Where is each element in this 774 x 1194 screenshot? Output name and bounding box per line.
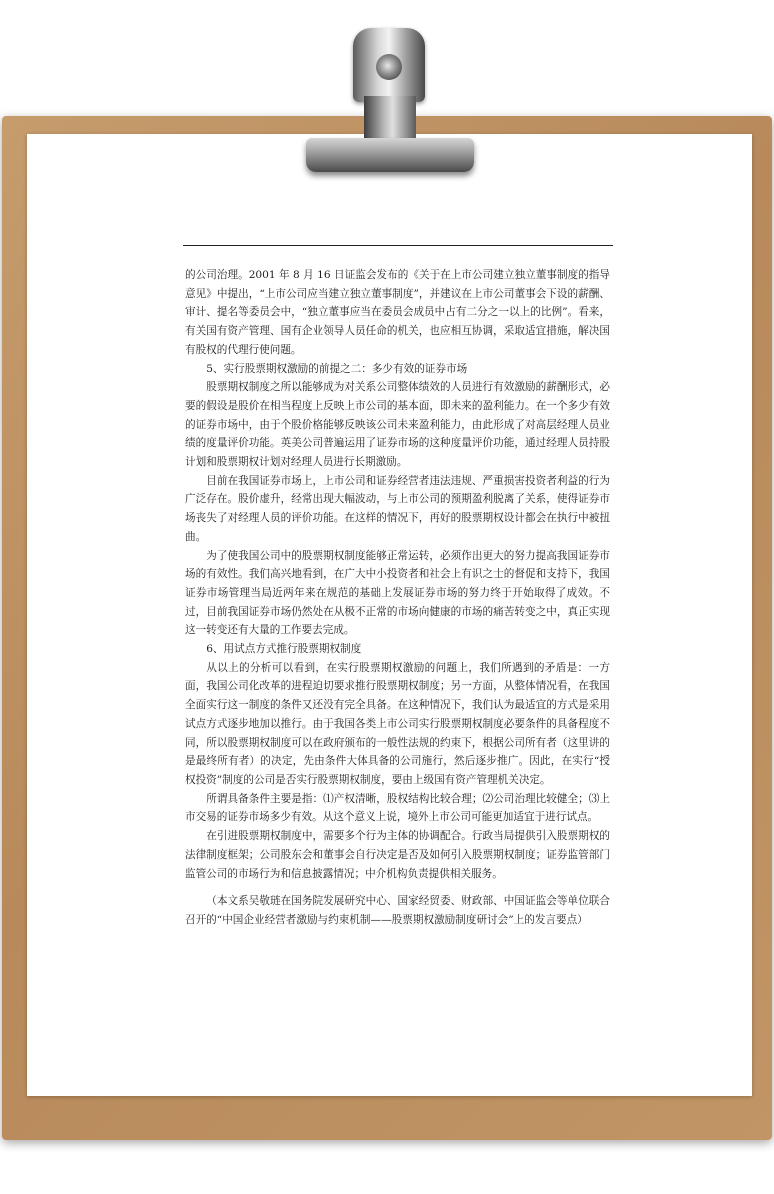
clip-neck bbox=[364, 96, 416, 142]
header-rule bbox=[183, 245, 613, 246]
paragraph: 在引进股票期权制度中，需要多个行为主体的协调配合。行政当局提供引入股票期权的法律制度框架；公司股东会和董事会自行决定是否及如何引入股票期权制度；证券监管部门监管公司的市场行为和信息披露情况；中介机构负责提供相关服务。 bbox=[185, 830, 610, 880]
source-note: （本文系吴敬琏在国务院发展研究中心、国家经贸委、财政部、中国证监会等单位联合召开的“中国企业经营者激励与约束机制——股票期权激励制度研讨会”上的发言要点） bbox=[185, 895, 610, 926]
binder-clip-icon bbox=[353, 28, 425, 102]
section-heading: 6、用试点方式推行股票期权制度 bbox=[206, 643, 362, 656]
clip-base bbox=[306, 138, 474, 172]
paragraph: 目前在我国证券市场上，上市公司和证券经营者违法违规、严重损害投资者利益的行为广泛存在。股价虚升，经常出现大幅波动，与上市公司的预期盈利脱离了关系，使得证券市场丧失了对经理人员的评价功能。在这样的情况下，再好的股票期权设计都会在执行中被扭曲。 bbox=[185, 474, 610, 543]
paragraph: 的公司治理。2001 年 8 月 16 日证监会发布的《关于在上市公司建立独立董事制度的指导意见》中提出，“上市公司应当建立独立董事制度”，并建议在上市公司董事会下设的薪酬、审计、提名等委员会中，“独立董事应当在委员会成员中占有二分之一以上的比例”。看来，有关国有资产管理、国有企业领导人员任命的机关，也应相互协调，采取适宜措施，解决国有股权的代理行使问题。 bbox=[185, 269, 610, 356]
document-body bbox=[185, 266, 610, 930]
paragraph: 股票期权制度之所以能够成为对关系公司整体绩效的人员进行有效激励的薪酬形式，必要的假设是股价在相当程度上反映上市公司的基本面，即未来的盈利能力。在一个多少有效的证券市场中，由于个股价格能够反映该公司未来盈利能力，由此形成了对高层经理人员业绩的度量评价功能。英美公司普遍运用了证券市场的这种度量评价功能，通过经理人员持股计划和股票期权计划对经理人员进行长期激励。 bbox=[185, 381, 610, 469]
clip-hole bbox=[376, 54, 402, 80]
paragraph: 所谓具备条件主要是指：⑴产权清晰，股权结构比较合理；⑵公司治理比较健全；⑶上市交易的证券市场多少有效。从这个意义上说，境外上市公司可能更加适宜于进行试点。 bbox=[185, 792, 610, 824]
paragraph: 为了使我国公司中的股票期权制度能够正常运转，必须作出更大的努力提高我国证券市场的有效性。我们高兴地看到，在广大中小投资者和社会上有识之士的督促和支持下，我国证券市场管理当局近两年来在规范的基础上发展证券市场的努力终于开始取得了成效。不过，目前我国证券市场仍然处在从极不正常的市场向健康的市场的痛苦转变之中，真正实现这一转变还有大量的工作要去完成。 bbox=[185, 549, 610, 637]
section-heading: 5、实行股票期权激励的前提之二：多少有效的证券市场 bbox=[206, 362, 468, 375]
paragraph: 从以上的分析可以看到，在实行股票期权激励的问题上，我们所遇到的矛盾是：一方面，我国公司化改革的进程迫切要求推行股票期权制度；另一方面，从整体情况看，在我国全面实行这一制度的条件又还没有完全具备。在这种情况下，我们认为最适宜的方式是采用试点方式逐步地加以推行。由于我国各类上市公司实行股票期权制度必要条件的具备程度不同，所以股票期权制度可以在政府颁布的一般性法规的约束下，根据公司所有者（这里讲的是最终所有者）的决定，先由条件大体具备的公司施行，然后逐步推广。因此，在实行“授权投资”制度的公司是否实行股票期权制度，要由上级国有资产管理机关决定。 bbox=[185, 661, 610, 786]
